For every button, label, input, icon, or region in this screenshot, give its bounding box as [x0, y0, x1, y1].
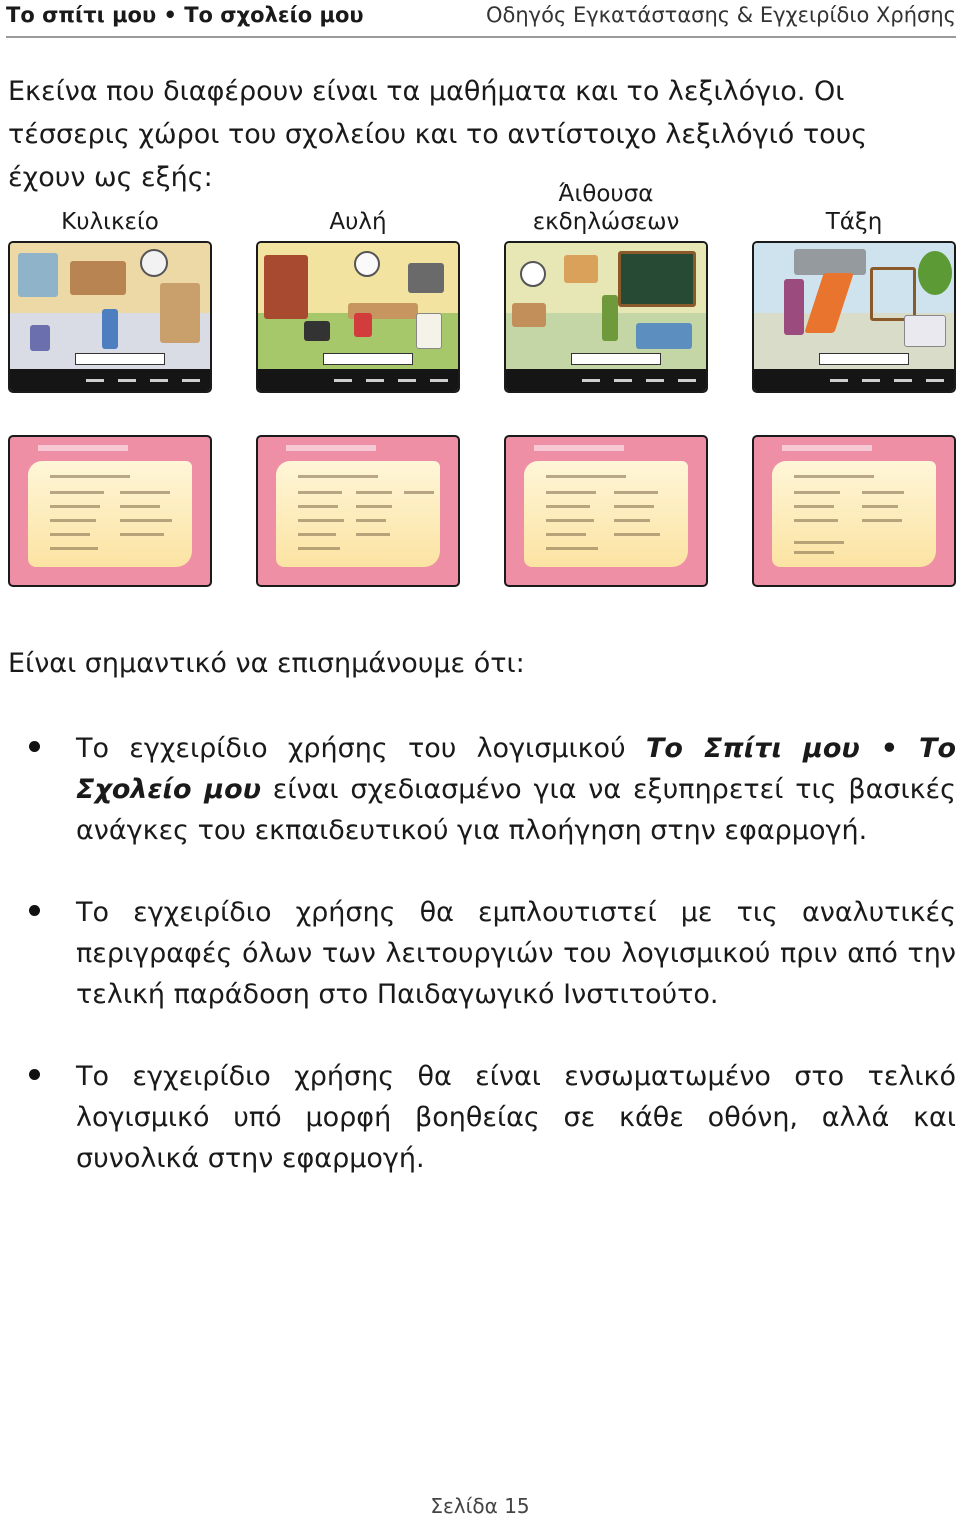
list-item-text: Το εγχειρίδιο χρήσης του λογισμικού Το Σπίτι μου • Το Σχολείο μου είναι σχεδιασμένο για να εξυπηρετεί τις βασικές ανάγκες του εκπαιδευτικού για πλοήγηση στην εφαρμογή.: [76, 733, 956, 846]
area-label-yard: Αυλή: [329, 209, 387, 235]
bullet-icon: [29, 905, 40, 916]
yard-scene-image: [256, 241, 460, 393]
vocabulary-screenshots: [8, 435, 956, 589]
bullet-icon: [29, 1069, 40, 1080]
header-document-title: Οδηγός Εγκατάστασης & Εγχειρίδιο Χρήσης: [486, 3, 956, 27]
classroom-vocabulary-image: [752, 435, 956, 587]
canteen-vocabulary-image: [8, 435, 212, 587]
bullet-list: [0, 728, 960, 1220]
list-item: [0, 892, 960, 1015]
list-item: [0, 728, 960, 851]
list-item: [0, 1056, 960, 1179]
header-divider: [6, 36, 956, 38]
list-item-text: Το εγχειρίδιο χρήσης θα είναι ενσωματωμένο στο τελικό λογισμικό υπό μορφή βοηθείας σε κάθε οθόνη, αλλά και συνολικά στην εφαρμογή.: [76, 1061, 956, 1174]
software-title-emphasis: Το Σπίτι μου • Το Σχολείο μου: [76, 733, 956, 805]
running-header: [6, 0, 956, 30]
note-heading: Είναι σημαντικό να επισημάνουμε ότι:: [8, 648, 525, 679]
area-label-canteen: Κυλικείο: [61, 209, 159, 235]
list-item-text: Το εγχειρίδιο χρήσης θα εμπλουτιστεί με τις αναλυτικές περιγραφές όλων των λειτουργιών του λογισμικού πριν από την τελική παράδοση στο Παιδαγωγικό Ινστιτούτο.: [76, 897, 956, 1010]
hall-scene-image: [504, 241, 708, 393]
area-label-classroom: Τάξη: [825, 209, 883, 235]
scene-screenshots: [8, 241, 956, 395]
page-number: Σελίδα 15: [430, 1494, 530, 1518]
classroom-scene-image: [752, 241, 956, 393]
area-labels: [8, 174, 956, 236]
canteen-scene-image: [8, 241, 212, 393]
hall-vocabulary-image: [504, 435, 708, 587]
yard-vocabulary-image: [256, 435, 460, 587]
header-product-title: Το σπίτι μου • Το σχολείο μου: [6, 3, 364, 27]
bullet-icon: [29, 741, 40, 752]
intro-paragraph: Εκείνα που διαφέρουν είναι τα μαθήματα και το λεξιλόγιο. Οι τέσσερις χώροι του σχολείου και το αντίστοιχο λεξιλόγιό τους έχουν ως εξής:: [8, 76, 868, 193]
area-label-hall: Άιθουσα εκδηλώσεων: [532, 181, 680, 235]
